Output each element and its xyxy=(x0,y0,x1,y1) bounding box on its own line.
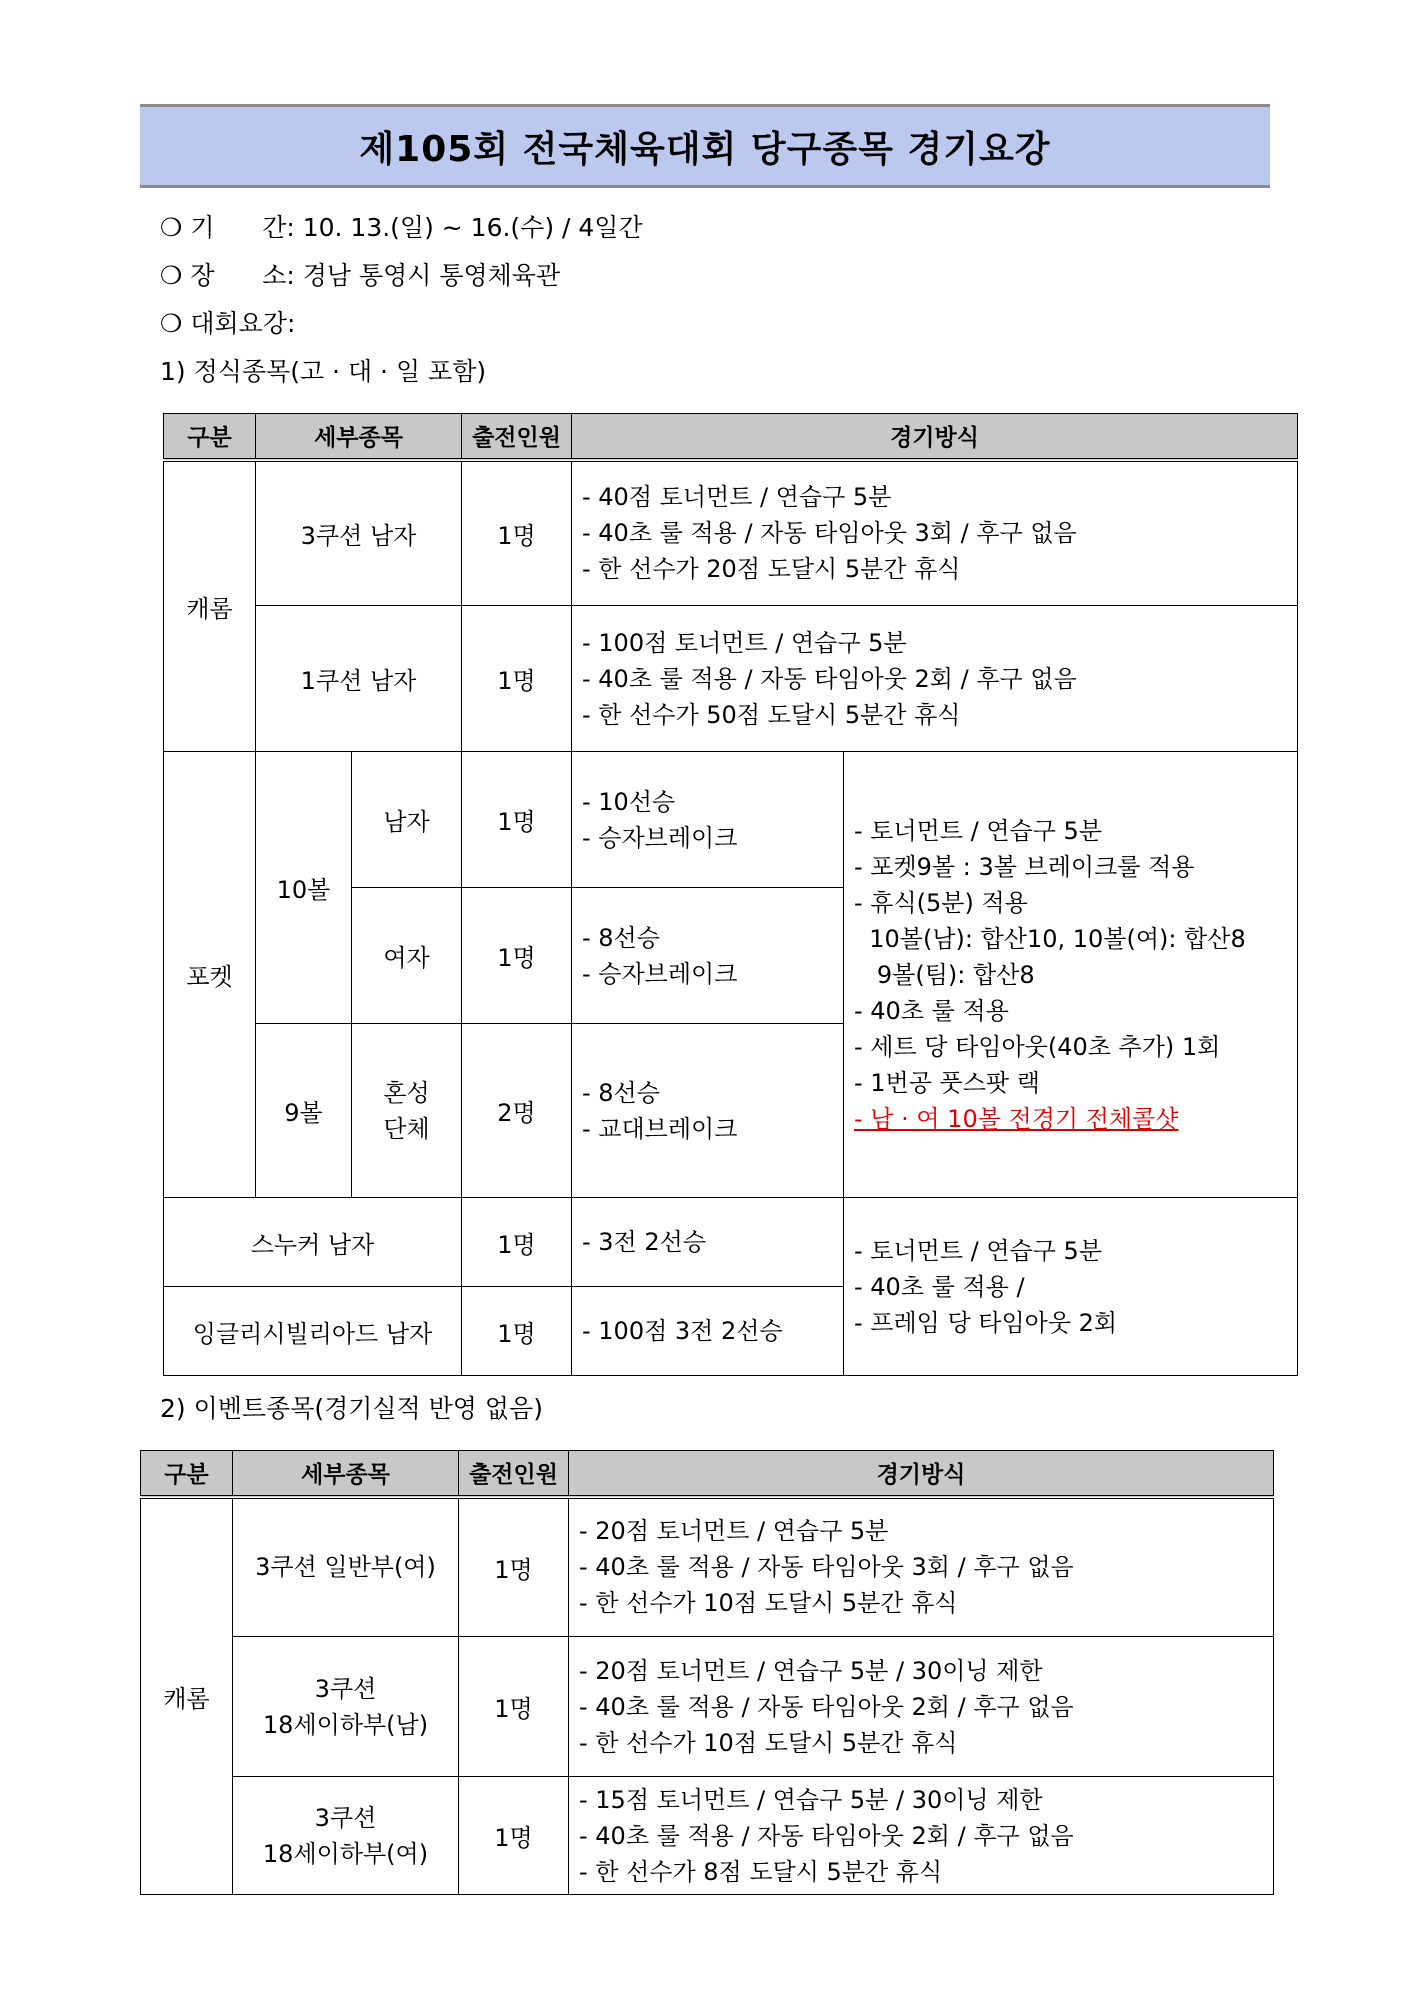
count-cell: 1명 xyxy=(462,460,572,606)
method-line: - 40점 토너먼트 / 연습구 5분 xyxy=(582,483,892,512)
method-line: - 40초 룰 적용 / 자동 타임아웃 3회 / 후구 없음 xyxy=(579,1553,1074,1582)
method-cell xyxy=(569,1497,1274,1637)
method-line: - 40초 룰 적용 / 자동 타임아웃 2회 / 후구 없음 xyxy=(582,664,1077,693)
official-events-table xyxy=(163,413,1298,1376)
pocket-common-method xyxy=(844,752,1298,1198)
method-cell xyxy=(572,888,844,1024)
event-events-table xyxy=(140,1450,1274,1895)
event-line: 3쿠션 xyxy=(314,1674,377,1703)
event-9ball: 9볼 xyxy=(256,1024,352,1198)
method-line: - 15점 토너먼트 / 연습구 5분 / 30이닝 제한 xyxy=(579,1785,1043,1814)
page-title: 제105회 전국체육대회 당구종목 경기요강 xyxy=(359,128,1051,170)
method-line: - 토너먼트 / 연습구 5분 xyxy=(854,1236,1103,1265)
event-line: 18세이하부(여) xyxy=(262,1839,429,1868)
count-cell: 1명 xyxy=(459,1637,569,1777)
method-cell xyxy=(569,1637,1274,1777)
method-line: - 승자브레이크 xyxy=(582,823,738,852)
section2-heading: 2) 이벤트종목(경기실적 반영 없음) xyxy=(160,1394,543,1423)
header-count: 출전인원 xyxy=(459,1451,569,1497)
count-cell: 1명 xyxy=(462,606,572,752)
title-banner xyxy=(140,104,1270,188)
count-cell: 1명 xyxy=(462,1198,572,1287)
method-line: - 8선승 xyxy=(582,1078,660,1107)
sub-event-line: 단체 xyxy=(383,1114,430,1143)
method-line: - 토너먼트 / 연습구 5분 xyxy=(854,816,1103,845)
method-line: - 40초 룰 적용 / 자동 타임아웃 3회 / 후구 없음 xyxy=(582,519,1077,548)
method-cell xyxy=(572,1024,844,1198)
count-cell: 1명 xyxy=(459,1777,569,1895)
method-line: - 포켓9볼 : 3볼 브레이크룰 적용 xyxy=(854,852,1195,881)
method-line: - 한 선수가 50점 도달시 5분간 휴식 xyxy=(582,700,961,729)
method-line: - 교대브레이크 xyxy=(582,1114,738,1143)
count-cell: 2명 xyxy=(462,1024,572,1198)
method-line: - 한 선수가 8점 도달시 5분간 휴식 xyxy=(579,1857,943,1886)
method-line: - 20점 토너먼트 / 연습구 5분 xyxy=(579,1517,889,1546)
method-line: - 20점 토너먼트 / 연습구 5분 / 30이닝 제한 xyxy=(579,1656,1043,1685)
method-line: - 승자브레이크 xyxy=(582,959,738,988)
callshot-note xyxy=(854,1101,1297,1137)
method-line: - 40초 룰 적용 / 자동 타임아웃 2회 / 후구 없음 xyxy=(579,1692,1074,1721)
method-line: - 40초 룰 적용 xyxy=(854,996,1009,1025)
event-cell: 3쿠션 남자 xyxy=(256,460,462,606)
header-count: 출전인원 xyxy=(462,414,572,460)
event-line: 3쿠션 xyxy=(314,1803,377,1832)
event-line: 18세이하부(남) xyxy=(262,1710,429,1739)
method-line: - 한 선수가 10점 도달시 5분간 휴식 xyxy=(579,1589,958,1618)
count-cell: 1명 xyxy=(459,1497,569,1637)
event-snooker: 스누커 남자 xyxy=(164,1198,462,1287)
info-venue: ❍ 장 소: 경남 통영시 통영체육관 xyxy=(160,261,561,290)
info-period: ❍ 기 간: 10. 13.(일) ~ 16.(수) / 4일간 xyxy=(160,213,643,242)
header-method: 경기방식 xyxy=(572,414,1298,460)
method-line: 10볼(남): 합산10, 10볼(여): 합산8 xyxy=(854,924,1246,953)
sub-event-line: 혼성 xyxy=(383,1078,430,1107)
method-line: - 1번공 풋스팟 랙 xyxy=(854,1068,1040,1097)
count-cell: 1명 xyxy=(462,752,572,888)
method-line: - 100점 토너먼트 / 연습구 5분 xyxy=(582,628,907,657)
sub-event-cell: 남자 xyxy=(352,752,462,888)
shared-method xyxy=(844,1198,1298,1376)
method-line: - 40초 룰 적용 / xyxy=(854,1272,1025,1301)
sub-event-cell xyxy=(352,1024,462,1198)
event-10ball: 10볼 xyxy=(256,752,352,1024)
method-line: - 40초 룰 적용 / 자동 타임아웃 2회 / 후구 없음 xyxy=(579,1821,1074,1850)
header-event: 세부종목 xyxy=(256,414,462,460)
event-cell: 1쿠션 남자 xyxy=(256,606,462,752)
header-method: 경기방식 xyxy=(569,1451,1274,1497)
section1-heading: 1) 정식종목(고 · 대 · 일 포함) xyxy=(160,357,487,386)
header-event: 세부종목 xyxy=(233,1451,459,1497)
callshot-text: 남 · 여 10볼 전경기 전체콜샷 xyxy=(870,1104,1179,1133)
count-cell: 1명 xyxy=(462,888,572,1024)
header-category: 구분 xyxy=(164,414,256,460)
event-english-billiards: 잉글리시빌리아드 남자 xyxy=(164,1287,462,1376)
method-line: 9볼(팀): 합산8 xyxy=(854,960,1035,989)
method-cell xyxy=(572,752,844,888)
method-line: - 휴식(5분) 적용 xyxy=(854,888,1028,917)
event-cell xyxy=(233,1497,459,1637)
method-line: - 한 선수가 10점 도달시 5분간 휴식 xyxy=(579,1728,958,1757)
info-rules: ❍ 대회요강: xyxy=(160,309,296,338)
sub-event-cell: 여자 xyxy=(352,888,462,1024)
method-cell xyxy=(569,1777,1274,1895)
method-line: - 10선승 xyxy=(582,787,676,816)
method-line: - 세트 당 타임아웃(40초 추가) 1회 xyxy=(854,1032,1221,1061)
category-carom: 캐롬 xyxy=(164,460,256,752)
category-pocket: 포켓 xyxy=(164,752,256,1198)
event-cell xyxy=(233,1777,459,1895)
header-category: 구분 xyxy=(141,1451,233,1497)
method-line: - 프레임 당 타임아웃 2회 xyxy=(854,1308,1118,1337)
method-cell xyxy=(572,606,1298,752)
method-cell: - 100점 3전 2선승 xyxy=(572,1287,844,1376)
callshot-dash: - xyxy=(854,1104,871,1133)
method-line: - 8선승 xyxy=(582,923,660,952)
method-line: - 한 선수가 20점 도달시 5분간 휴식 xyxy=(582,555,961,584)
method-cell: - 3전 2선승 xyxy=(572,1198,844,1287)
event-line: 3쿠션 일반부(여) xyxy=(255,1553,436,1582)
category-carom: 캐롬 xyxy=(141,1497,233,1895)
event-cell xyxy=(233,1637,459,1777)
method-cell xyxy=(572,460,1298,606)
count-cell: 1명 xyxy=(462,1287,572,1376)
